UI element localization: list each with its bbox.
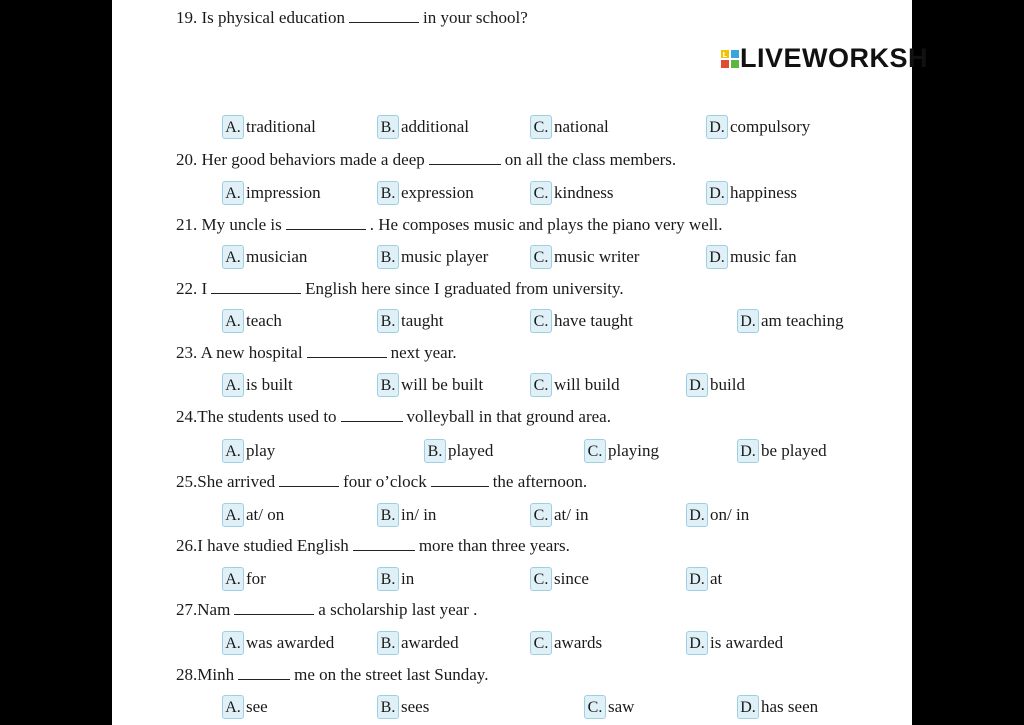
option-19-c[interactable]: C. national [530,115,609,139]
option-19-a[interactable]: A. traditional [222,115,316,139]
option-19-d[interactable]: D. compulsory [706,115,810,139]
liveworksheets-logo-icon [721,50,739,68]
option-24-d[interactable]: D. be played [737,439,827,463]
question-26: 26.I have studied English more than three years. [176,536,570,555]
option-24-c[interactable]: C. playing [584,439,659,463]
option-23-a[interactable]: A. is built [222,373,293,397]
option-24-a[interactable]: A. play [222,439,275,463]
liveworksheets-logo [721,43,928,74]
option-21-d[interactable]: D. music fan [706,245,797,269]
option-28-c[interactable]: C. saw [584,695,634,719]
question-25: 25.She arrived four o’clock the afternoon. [176,472,588,491]
option-26-b[interactable]: B. in [377,567,414,591]
option-22-c[interactable]: C. have taught [530,309,633,333]
option-22-a[interactable]: A. teach [222,309,282,333]
option-27-d[interactable]: D. is awarded [686,631,783,655]
option-27-a[interactable]: A. was awarded [222,631,334,655]
option-20-d[interactable]: D. happiness [706,181,797,205]
answer-blank[interactable] [341,407,403,422]
svg-text:L: L [722,51,728,59]
option-26-a[interactable]: A. for [222,567,266,591]
option-21-b[interactable]: B. music player [377,245,488,269]
answer-blank[interactable] [279,472,339,487]
answer-blank[interactable] [429,150,501,165]
logo-text: LIVEWORKSH [740,43,929,73]
answer-blank[interactable] [286,215,366,230]
option-24-b[interactable]: B. played [424,439,493,463]
answer-blank[interactable] [238,665,290,680]
option-20-b[interactable]: B. expression [377,181,474,205]
question-22: 22. I English here since I graduated from university. [176,279,624,298]
option-27-b[interactable]: B. awarded [377,631,459,655]
option-23-c[interactable]: C. will build [530,373,620,397]
answer-blank[interactable] [349,8,419,23]
question-20: 20. Her good behaviors made a deep on all the class members. [176,150,677,169]
option-25-d[interactable]: D. on/ in [686,503,749,527]
option-26-d[interactable]: D. at [686,567,722,591]
option-27-c[interactable]: C. awards [530,631,602,655]
option-25-b[interactable]: B. in/ in [377,503,436,527]
option-21-a[interactable]: A. musician [222,245,307,269]
option-22-d[interactable]: D. am teaching [737,309,844,333]
option-22-b[interactable]: B. taught [377,309,444,333]
option-20-c[interactable]: C. kindness [530,181,614,205]
option-28-b[interactable]: B. sees [377,695,429,719]
option-19-b[interactable]: B. additional [377,115,469,139]
answer-blank[interactable] [234,600,314,615]
question-19: 19. Is physical education in your school? [176,8,528,27]
option-23-b[interactable]: B. will be built [377,373,483,397]
option-28-a[interactable]: A. see [222,695,268,719]
question-24: 24.The students used to volleyball in that ground area. [176,407,611,426]
question-21: 21. My uncle is . He composes music and plays the piano very well. [176,215,723,234]
option-25-a[interactable]: A. at/ on [222,503,284,527]
option-23-d[interactable]: D. build [686,373,745,397]
option-28-d[interactable]: D. has seen [737,695,818,719]
question-28: 28.Minh me on the street last Sunday. [176,665,489,684]
option-26-c[interactable]: C. since [530,567,589,591]
option-21-c[interactable]: C. music writer [530,245,639,269]
answer-blank[interactable] [431,472,489,487]
option-20-a[interactable]: A. impression [222,181,321,205]
answer-blank[interactable] [307,343,387,358]
option-25-c[interactable]: C. at/ in [530,503,588,527]
question-23: 23. A new hospital next year. [176,343,457,362]
question-27: 27.Nam a scholarship last year . [176,600,478,619]
answer-blank[interactable] [211,279,301,294]
answer-blank[interactable] [353,536,415,551]
